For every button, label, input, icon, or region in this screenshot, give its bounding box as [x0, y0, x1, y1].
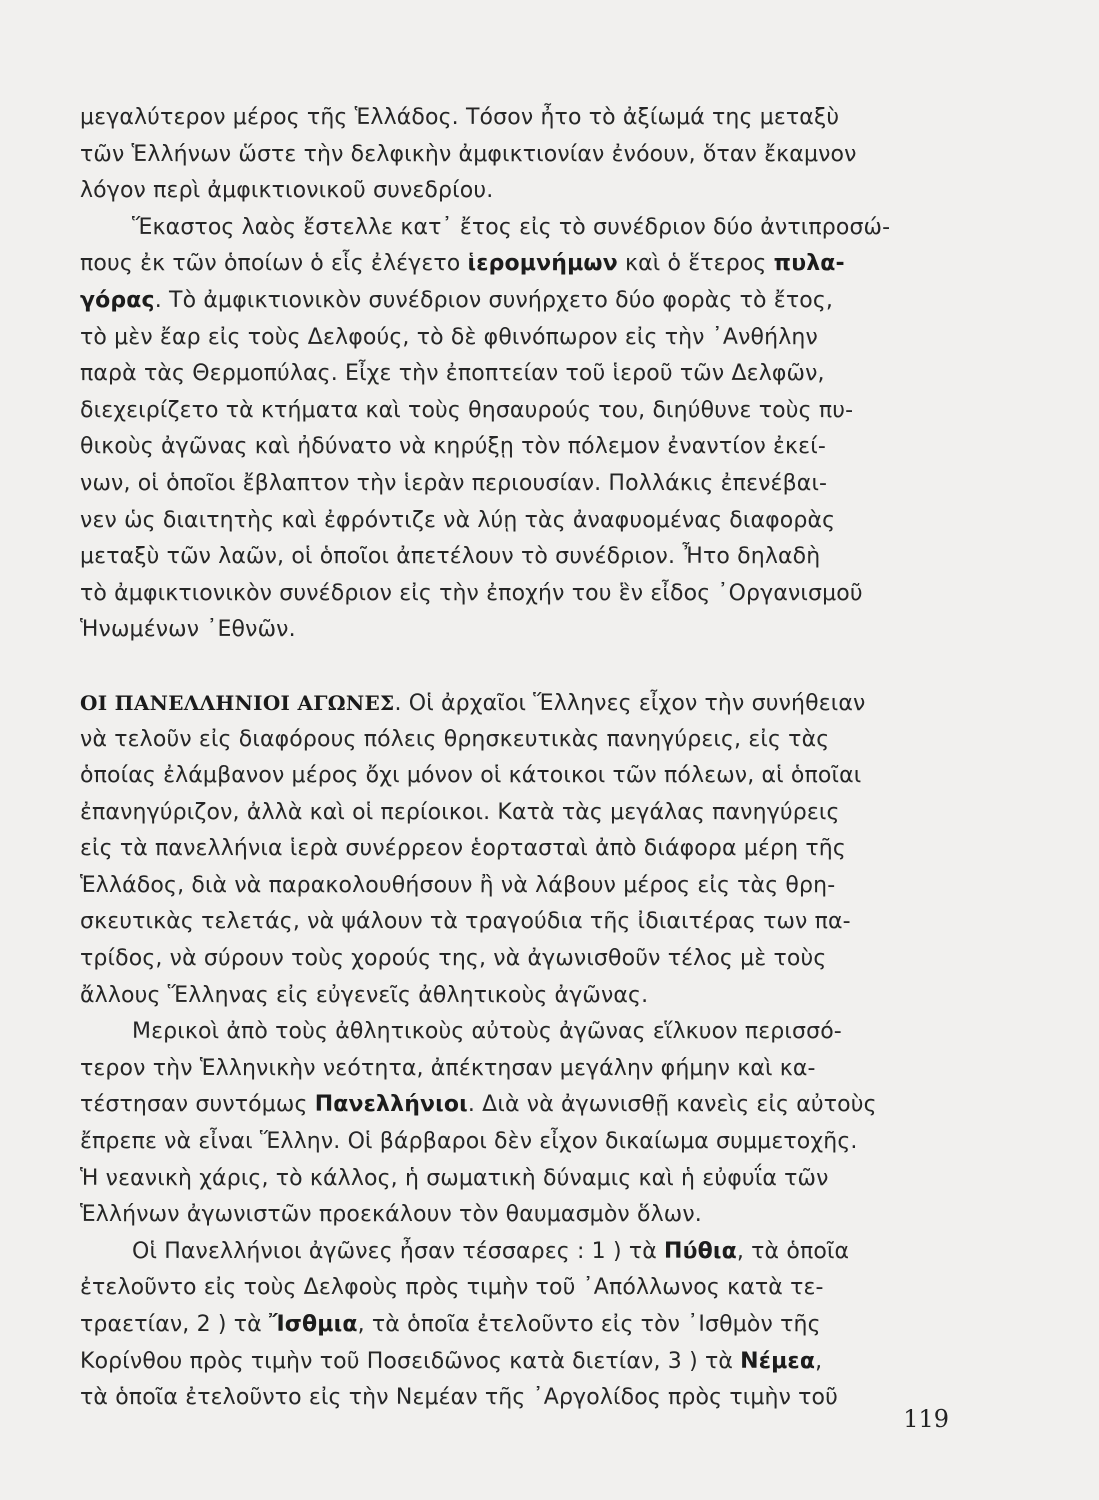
text-line: παρὰ τὰς Θερμοπύλας. Εἶχε τὴν ἐποπτείαν τοῦ ἱεροῦ τῶν Δελφῶν,: [80, 361, 825, 387]
text-line: εἰς τὰ πανελλήνια ἱερὰ συνέρρεον ἑορτασταὶ ἀπὸ διάφορα μέρη τῆς: [80, 836, 846, 862]
section-heading: ΟΙ ΠΑΝΕΛΛΗΝΙΟΙ ΑΓΩΝΕΣ: [80, 690, 395, 715]
text-line: νὰ τελοῦν εἰς διαφόρους πόλεις θρησκευτικὰς πανηγύρεις, εἰς τὰς: [80, 726, 830, 752]
text-line: Ἡ νεανικὴ χάρις, τὸ κάλλος, ἡ σωματικὴ δύναμις καὶ ἡ εὐφυΐα τῶν: [80, 1165, 829, 1191]
text-line: τερον τὴν Ἑλληνικὴν νεότητα, ἀπέκτησαν μεγάλην φήμην καὶ κα-: [80, 1055, 816, 1081]
text-line: ἔπρεπε νὰ εἶναι Ἕλλην. Οἱ βάρβαροι δὲν εἶχον δικαίωμα συμμετοχῆς.: [80, 1129, 858, 1155]
text-line: τὸ μὲν ἔαρ εἰς τοὺς Δελφούς, τὸ δὲ φθινόπωρον εἰς τὴν ᾿Ανθήλην: [80, 324, 818, 350]
page-number: 119: [903, 1405, 949, 1433]
term-isthmia: Ἴσθμια: [268, 1312, 358, 1337]
text-run: Κορίνθου πρὸς τιμὴν τοῦ Ποσειδῶνος κατὰ διετίαν, 3 ) τὰ: [80, 1348, 741, 1374]
text-line: μεταξὺ τῶν λαῶν, οἱ ὁποῖοι ἀπετέλουν τὸ συνέδριον. Ἦτο δηλαδὴ: [80, 544, 821, 570]
text-column: [80, 100, 946, 1417]
text-line: τὰ ὁποῖα ἐτελοῦντο εἰς τὴν Νεμέαν τῆς ᾿Αργολίδος πρὸς τιμὴν τοῦ: [80, 1385, 839, 1411]
text-run: καὶ ὁ ἕτερος: [617, 251, 774, 277]
text-line: τρίδος, νὰ σύρουν τοὺς χορούς της, νὰ ἀγωνισθοῦν τέλος μὲ τοὺς: [80, 946, 827, 972]
text-run: , τὰ ὁποῖα: [736, 1238, 850, 1264]
term-pylagoras-part2: γόρας: [80, 287, 155, 313]
text-line: [80, 1344, 946, 1381]
text-line: νων, οἱ ὁποῖοι ἔβλαπτον τὴν ἱερὰν περιουσίαν. Πολλάκις ἐπενέβαι-: [80, 470, 828, 496]
text-line: τῶν Ἑλλήνων ὥστε τὴν δελφικὴν ἀμφικτιονίαν ἐνόουν, ὅταν ἔκαμνον: [80, 141, 857, 167]
text-line: [80, 1087, 946, 1124]
text-line: Ἑλλήνων ἀγωνιστῶν προεκάλουν τὸν θαυμασμὸν ὅλων.: [80, 1202, 702, 1228]
text-line: σκευτικὰς τελετάς, νὰ ψάλουν τὰ τραγούδια τῆς ἰδιαιτέρας των πα-: [80, 909, 851, 935]
section-gap: [80, 649, 946, 685]
text-line: [80, 283, 946, 320]
text-line: [80, 1234, 946, 1271]
text-run: τέστησαν συντόμως: [80, 1092, 315, 1118]
term-nemea: Νέμεα: [740, 1348, 816, 1374]
text-line: ἐπανηγύριζον, ἀλλὰ καὶ οἱ περίοικοι. Κατὰ τὰς μεγάλας πανηγύρεις: [80, 799, 840, 825]
text-line: Ἕκαστος λαὸς ἔστελλε κατ᾿ ἔτος εἰς τὸ συνέδριον δύο ἀντιπροσώ-: [132, 214, 891, 240]
text-run: πους ἐκ τῶν ὁποίων ὁ εἷς ἐλέγετο: [80, 251, 468, 277]
text-run: . Οἱ ἀρχαῖοι Ἕλληνες εἶχον τὴν συνήθειαν: [394, 690, 866, 716]
text-line: ὁποίας ἐλάμβανον μέρος ὄχι μόνον οἱ κάτοικοι τῶν πόλεων, αἱ ὁποῖαι: [80, 763, 862, 789]
text-line: λόγον περὶ ἀμφικτιονικοῦ συνεδρίου.: [80, 178, 494, 204]
text-run: . Τὸ ἀμφικτιονικὸν συνέδριον συνήρχετο δύο φορὰς τὸ ἔτος,: [154, 287, 834, 313]
term-pylagoras-part1: πυλα-: [773, 251, 845, 277]
text-line: θικοὺς ἀγῶνας καὶ ἠδύνατο νὰ κηρύξῃ τὸν πόλεμον ἐναντίον ἐκεί-: [80, 434, 826, 460]
term-panhellenic: Πανελλήνιοι: [314, 1092, 468, 1118]
text-line: διεχειρίζετο τὰ κτήματα καὶ τοὺς θησαυρούς του, διηύθυνε τοὺς πυ-: [80, 397, 854, 423]
text-run: ,: [815, 1348, 823, 1374]
text-line: τὸ ἀμφικτιονικὸν συνέδριον εἰς τὴν ἐποχήν του ἓν εἶδος ᾿Οργανισμοῦ: [80, 580, 863, 606]
text-line: Ἑλλάδος, διὰ νὰ παρακολουθήσουν ἢ νὰ λάβουν μέρος εἰς τὰς θρη-: [80, 872, 836, 898]
text-run: Οἱ Πανελλήνιοι ἀγῶνες ἦσαν τέσσαρες : 1 ) τὰ: [132, 1238, 665, 1264]
text-line: [80, 1307, 946, 1344]
text-run: , τὰ ὁποῖα ἐτελοῦντο εἰς τὸν ᾿Ισθμὸν τῆς: [357, 1312, 821, 1337]
text-line: Ἡνωμένων ᾿Εθνῶν.: [80, 617, 296, 643]
text-line: ἄλλους Ἕλληνας εἰς εὐγενεῖς ἀθλητικοὺς ἀγῶνας.: [80, 982, 649, 1008]
text-line: μεγαλύτερον μέρος τῆς Ἑλλάδος. Τόσον ἦτο τὸ ἀξίωμά της μεταξὺ: [80, 105, 840, 130]
text-line: ἐτελοῦντο εἰς τοὺς Δελφοὺς πρὸς τιμὴν τοῦ ᾿Απόλλωνος κατὰ τε-: [80, 1275, 824, 1301]
text-run: τραετίαν, 2 ) τὰ: [80, 1312, 269, 1337]
text-line: Μερικοὶ ἀπὸ τοὺς ἀθλητικοὺς αὐτοὺς ἀγῶνας εἵλκυον περισσό-: [132, 1019, 842, 1045]
term-hieromnemon: ἱερομνήμων: [467, 251, 618, 277]
text-line: [80, 685, 946, 722]
text-run: . Διὰ νὰ ἀγωνισθῇ κανεὶς εἰς αὐτοὺς: [467, 1092, 877, 1118]
term-pythia: Πύθια: [664, 1238, 737, 1264]
text-line: [80, 246, 946, 283]
text-line: νεν ὡς διαιτητὴς καὶ ἐφρόντιζε νὰ λύῃ τὰς ἀναφυομένας διαφορὰς: [80, 507, 836, 533]
